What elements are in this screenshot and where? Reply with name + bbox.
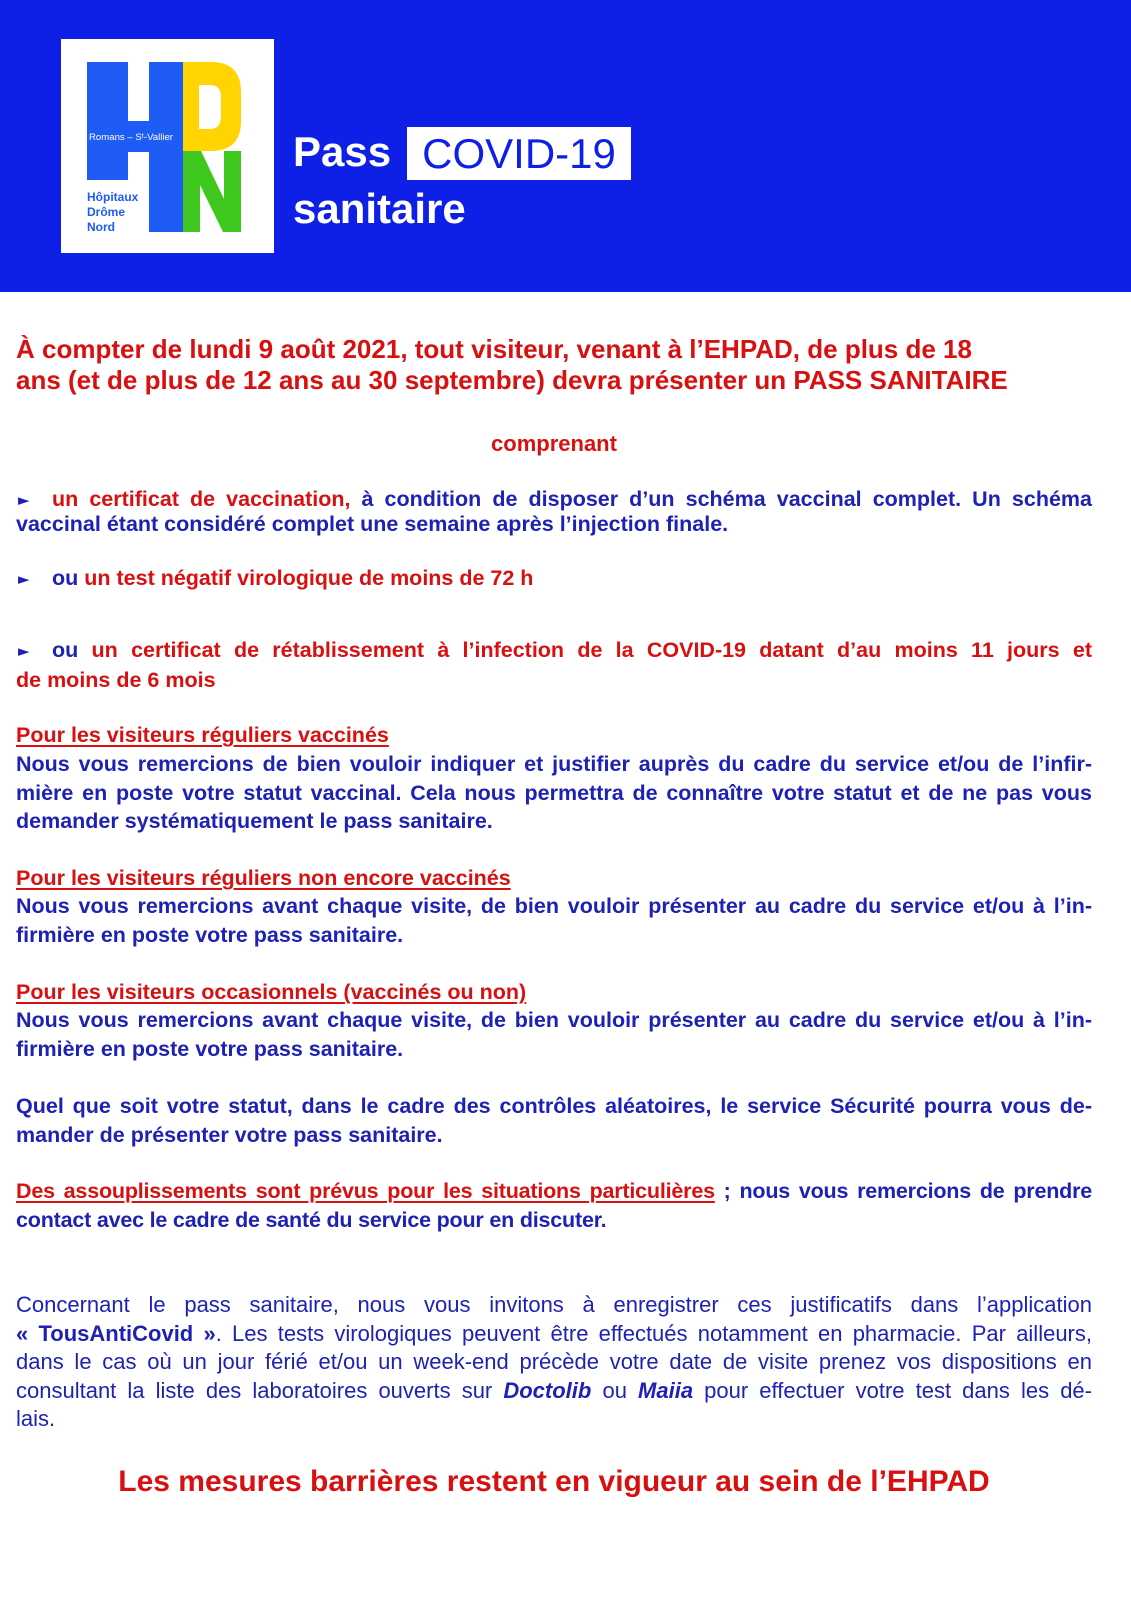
paragraph-line: Concernant le pass sanitaire, nous vous invitons à enregistrer ces justificatifs dans l’application	[16, 1292, 1092, 1317]
paragraph-line	[16, 1320, 1092, 1349]
footer-notice: Les mesures barrières restent en vigueur au sein de l’EHPAD	[118, 1465, 990, 1498]
section-paragraph	[16, 750, 1092, 836]
paragraph-line: Nous vous remercions avant chaque visite, de bien vouloir présenter au cadre du service et/ou à l’in-	[16, 1008, 1092, 1032]
bullet-line	[16, 564, 1092, 593]
section-heading-text: Pour les visiteurs occasionnels (vaccinés ou non)	[16, 980, 527, 1004]
intro-line: À compter de lundi 9 août 2021, tout visiteur, venant à l’EHPAD, de plus de 18	[16, 334, 972, 364]
title-pass: Pass	[293, 128, 392, 175]
bullet-arrow-icon: ►	[18, 642, 30, 660]
paragraph-line: firmière en poste votre pass sanitaire.	[16, 923, 404, 947]
flexibility-text: ; nous vous remercions de prendre	[714, 1179, 1092, 1203]
paragraph-line: Nous vous remercions de bien vouloir indiquer et justifier auprès du cadre du service et/ou de l’infir-	[16, 752, 1092, 776]
doctolib-name: Doctolib	[503, 1377, 592, 1403]
header-banner	[0, 0, 1131, 292]
paragraph-line: demander systématiquement le pass sanitaire.	[16, 809, 493, 834]
intro-line: ans (et de plus de 12 ans au 30 septembre) devra présenter un PASS SANITAIRE	[16, 365, 1008, 395]
paragraph-line: mander de présenter votre pass sanitaire.	[16, 1123, 443, 1147]
app-info-paragraph	[16, 1291, 1092, 1434]
paragraph-line: mière en poste votre statut vaccinal. Cela nous permettra de connaître votre statut et de ne pas vous	[16, 780, 1092, 805]
bullet-recovery	[16, 636, 1092, 695]
intro-paragraph	[16, 334, 1092, 396]
section-paragraph	[16, 892, 1092, 950]
bullet-text: à condition de disposer d’un schéma vaccinal complet. Un schéma	[350, 487, 1092, 511]
bullet-prefix: ou	[52, 638, 79, 662]
title-covid-box: COVID-19	[407, 127, 631, 180]
paragraph-text: consultant la liste des laboratoires ouverts sur	[16, 1377, 504, 1403]
security-paragraph	[16, 1092, 1092, 1150]
bullet-line: vaccinal étant considéré complet une semaine après l’injection finale.	[16, 512, 729, 536]
paragraph-line: dans le cas où un jour férié et/ou un week-end précède votre date de visite prenez vos dispositions en	[16, 1349, 1092, 1374]
flexibility-highlight: Des assouplissements sont prévus pour les situations particulières	[16, 1179, 715, 1203]
section-heading-text: Pour les visiteurs réguliers vaccinés	[16, 723, 389, 747]
logo-name-line: Nord	[87, 220, 115, 234]
logo-name-line: Drôme	[87, 205, 126, 219]
bullet-highlight: un certificat de rétablissement à l’infection de la COVID-19 datant d’au moins 11 jours et	[91, 638, 1092, 662]
bullet-arrow-icon: ►	[18, 570, 30, 588]
bullet-line: de moins de 6 mois	[16, 668, 216, 692]
bullet-prefix: ou	[52, 566, 79, 590]
logo-n-letter	[183, 151, 241, 232]
section-heading-text: Pour les visiteurs réguliers non encore vaccinés	[16, 866, 511, 890]
paragraph-line: Quel que soit votre statut, dans le cadre des contrôles aléatoires, le service Sécurité pourra vous de-	[16, 1094, 1092, 1118]
flexibility-paragraph	[16, 1177, 1092, 1235]
bullet-test	[16, 564, 1092, 593]
logo-name-line: Hôpitaux	[87, 190, 139, 204]
hospital-logo	[61, 39, 274, 253]
paragraph-line: lais.	[16, 1406, 56, 1431]
title-sanitaire: sanitaire	[293, 185, 466, 232]
comprenant-label: comprenant	[491, 431, 617, 456]
app-name: « TousAntiCovid »	[16, 1320, 216, 1346]
bullet-line	[16, 636, 1092, 666]
logo-banner-text: Romans – Sᵗ-Vallier	[89, 132, 173, 143]
bullet-vaccination	[16, 487, 1092, 536]
bullet-arrow-icon: ►	[18, 491, 30, 509]
paragraph-text: pour effectuer votre test dans les dé-	[693, 1377, 1092, 1403]
bullet-highlight: un certificat de vaccination,	[52, 487, 351, 511]
paragraph-text: . Les tests virologiques peuvent être effectués notamment en pharmacie. Par ailleurs,	[215, 1320, 1092, 1346]
section-heading	[16, 721, 1092, 749]
paragraph-text: ou	[591, 1377, 639, 1403]
paragraph-line: Nous vous remercions avant chaque visite, de bien vouloir présenter au cadre du service et/ou à l’in-	[16, 894, 1092, 918]
paragraph-line	[16, 1377, 1092, 1406]
bullet-line	[16, 487, 1092, 512]
maiia-name: Maiia	[638, 1377, 694, 1403]
logo-d-letter	[183, 62, 241, 151]
section-paragraph	[16, 1006, 1092, 1064]
hospital-logo-graphic	[61, 39, 274, 253]
paragraph-line: firmière en poste votre pass sanitaire.	[16, 1037, 404, 1061]
section-heading	[16, 978, 1092, 1006]
paragraph-line: contact avec le cadre de santé du service pour en discuter.	[16, 1208, 607, 1232]
section-heading	[16, 864, 1092, 892]
bullet-highlight: un test négatif virologique de moins de 72 h	[84, 566, 534, 590]
paragraph-line	[16, 1177, 1092, 1206]
